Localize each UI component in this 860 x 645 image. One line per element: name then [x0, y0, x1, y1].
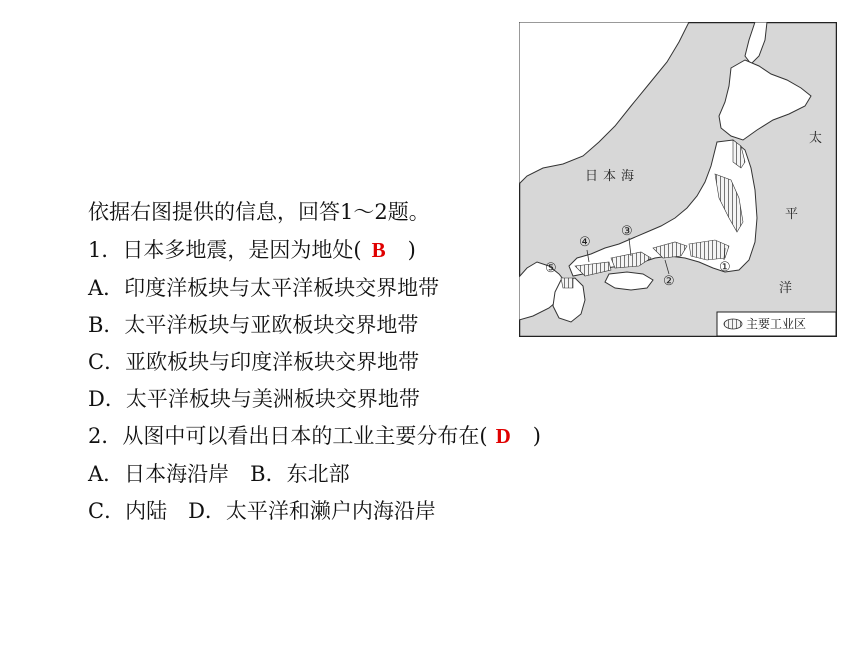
ocean-label-tai: 太	[809, 131, 823, 146]
japan-map	[519, 22, 837, 337]
question-2-options-line-1: A．日本海沿岸 B．东北部	[88, 462, 350, 486]
sea-of-japan-label: 日本海	[585, 169, 640, 184]
question-2-stem-before: 2．从图中可以看出日本的工业主要分布在(	[88, 424, 488, 448]
question-1-stem-after: )	[407, 238, 416, 262]
question-1-option-d: D．太平洋板块与美洲板块交界地带	[88, 387, 420, 411]
question-2-options-line-2: C．内陆 D．太平洋和濑户内海沿岸	[88, 499, 436, 523]
ocean-label-yang: 洋	[779, 281, 793, 296]
question-1-option-b: B．太平洋板块与亚欧板块交界地带	[88, 313, 419, 337]
question-2-stem	[88, 422, 541, 450]
intro-text: 依据右图提供的信息，回答1～2题。	[88, 200, 430, 224]
japan-map-svg	[519, 22, 837, 337]
question-1-answer: B	[371, 238, 386, 262]
industrial-zone-kitakyushu	[561, 278, 573, 288]
marker-2: ②	[663, 274, 675, 289]
question-1-stem	[88, 236, 416, 264]
marker-4: ④	[579, 235, 591, 250]
question-2-answer: D	[495, 424, 511, 448]
ocean-label-ping: 平	[785, 207, 799, 222]
marker-3: ③	[621, 224, 633, 239]
marker-5: ⑤	[545, 261, 557, 276]
question-1-option-a: A．印度洋板块与太平洋板块交界地带	[88, 276, 440, 300]
legend-label: 主要工业区	[746, 317, 807, 331]
legend-swatch-icon	[724, 319, 742, 329]
question-2-stem-after: )	[532, 424, 541, 448]
question-1-option-c: C．亚欧板块与印度洋板块交界地带	[88, 350, 420, 374]
question-1-stem-before: 1．日本多地震，是因为地处(	[88, 238, 362, 262]
marker-1: ①	[719, 260, 731, 275]
